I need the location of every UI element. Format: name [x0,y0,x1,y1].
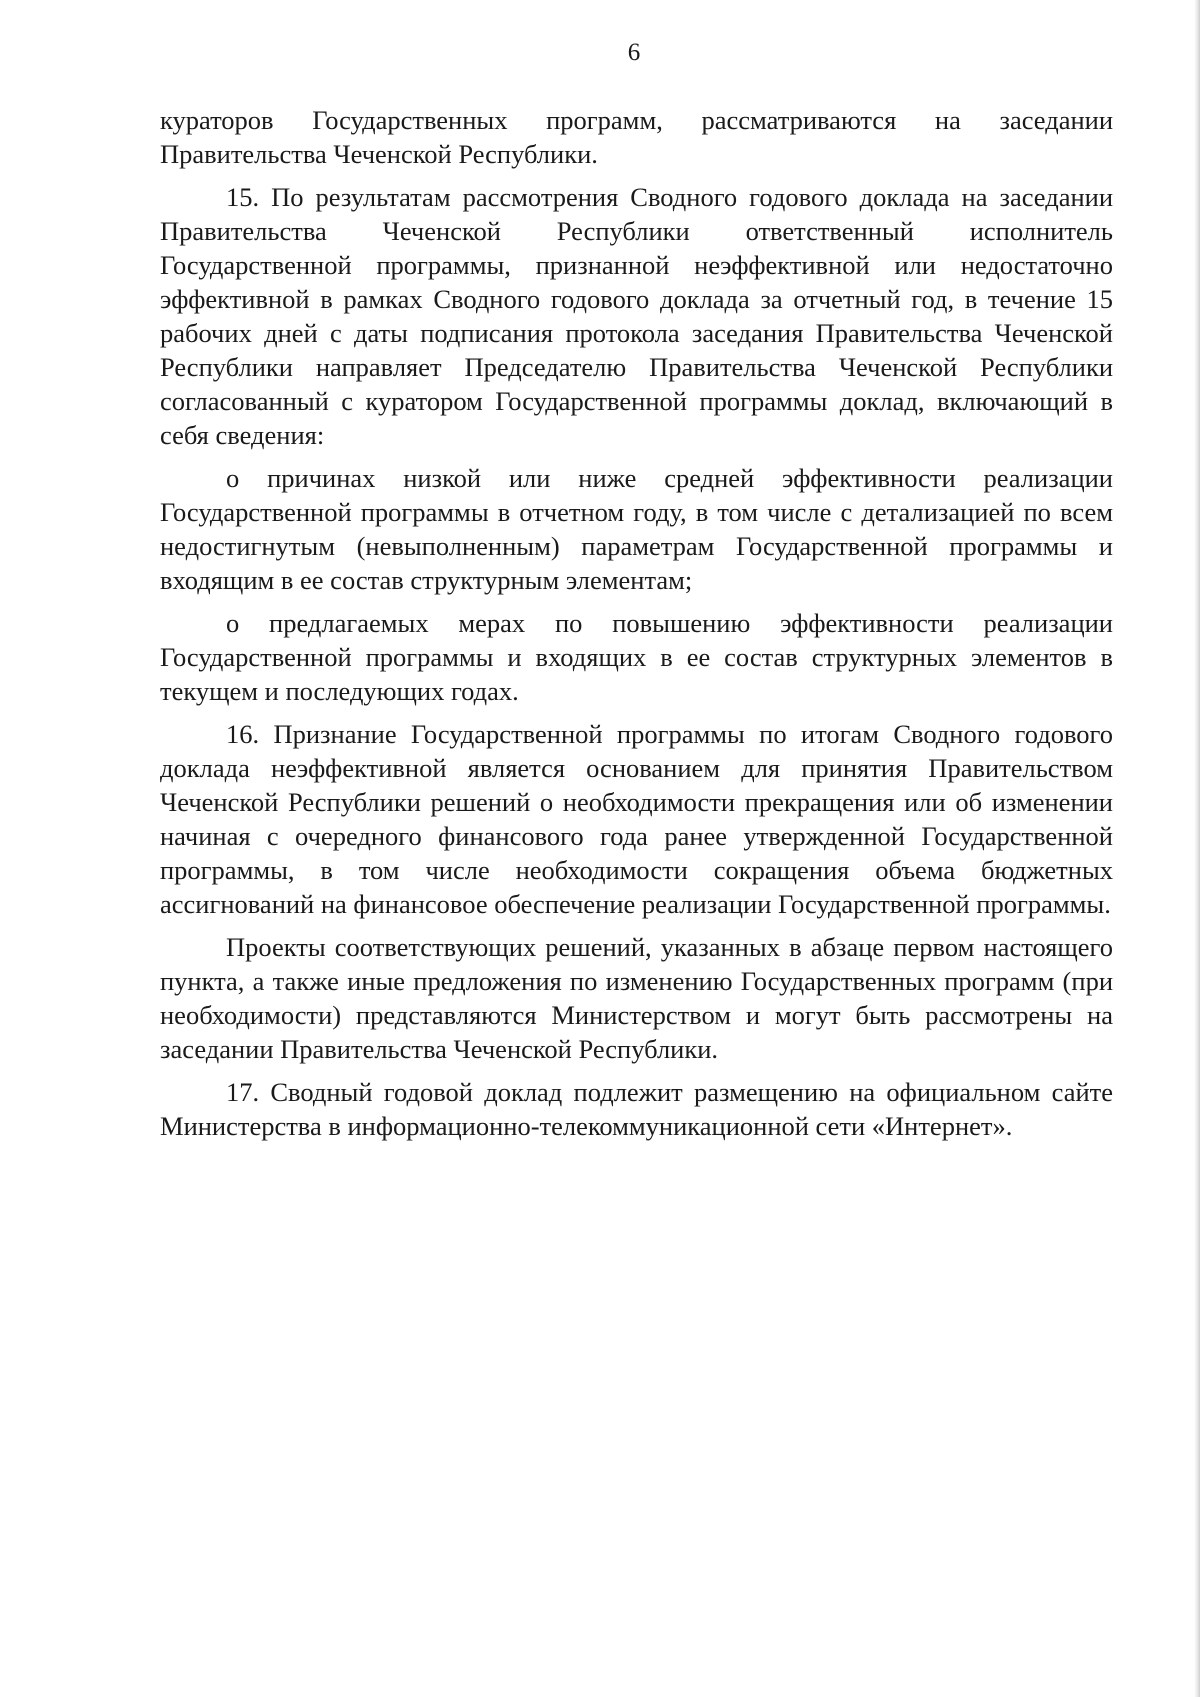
item-number: 16. [226,719,260,749]
paragraph-continuation [160,103,1113,171]
paragraph-reasons [160,461,1113,597]
item-number: 17. [226,1077,260,1107]
item-number: 15. [226,182,260,212]
paragraph-item-17 [160,1075,1113,1143]
paragraph-text: кураторов Государственных программ, рассматриваются на заседании Правительства Чеченской Республики. [160,105,1113,169]
paragraph-measures [160,606,1113,708]
paragraph-item-15 [160,180,1113,452]
paragraph-item-16 [160,717,1113,921]
page-number: 6 [627,39,641,66]
paragraph-text: Сводный годовой доклад подлежит размещению на официальном сайте Министерства в информационно-телекоммуникационной сети «Интернет». [160,1077,1113,1141]
paragraph-projects [160,930,1113,1066]
paragraph-text: По результатам рассмотрения Сводного годового доклада на заседании Правительства Чеченской Республики ответственный исполнитель Государственной программы, признанной неэффективной или недостаточно эффективной в рамках Сводного годового доклада за отчетный год, в течение 15 рабочих дней с даты подписания протокола заседания Правительства Чеченской Республики направляет Председателю Правительства Чеченской Республики согласованный с куратором Государственной программы доклад, включающий в себя сведения: [160,182,1113,450]
paragraph-text: Проекты соответствующих решений, указанных в абзаце первом настоящего пункта, а также иные предложения по изменению Государственных программ (при необходимости) представляются Министерством и могут быть рассмотрены на заседании Правительства Чеченской Республики. [160,932,1113,1064]
paragraph-text: Признание Государственной программы по итогам Сводного годового доклада неэффективной является основанием для принятия Правительством Чеченской Республики решений о необходимости прекращения или об изменении начиная с очередного финансового года ранее утвержденной Государственной программы, в том числе необходимости сокращения объема бюджетных ассигнований на финансовое обеспечение реализации Государственной программы. [160,719,1113,919]
document-body [160,103,1113,1152]
paragraph-text: о причинах низкой или ниже средней эффективности реализации Государственной программы в отчетном году, в том числе с детализацией по всем недостигнутым (невыполненным) параметрам Государственной программы и входящим в ее состав структурным элементам; [160,463,1113,595]
scan-edge-shadow [1194,0,1200,1697]
paragraph-text: о предлагаемых мерах по повышению эффективности реализации Государственной программы и входящих в ее состав структурных элементов в текущем и последующих годах. [160,608,1113,706]
